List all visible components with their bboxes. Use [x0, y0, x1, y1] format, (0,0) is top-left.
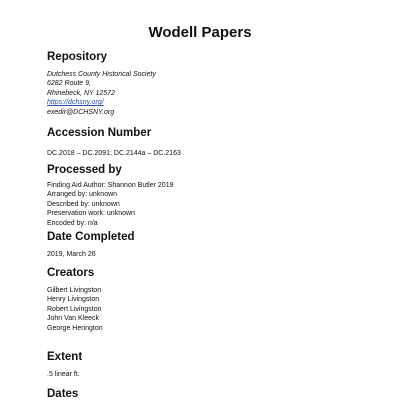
processed-line: Preservation work: unknown	[47, 210, 135, 218]
date-completed-heading: Date Completed	[47, 231, 135, 243]
document-title: Wodell Papers	[148, 24, 252, 41]
repository-section	[47, 50, 370, 117]
creator-name: Gilbert Livingston	[47, 287, 102, 294]
creators-heading: Creators	[47, 267, 95, 279]
processed-heading: Processed by	[47, 164, 122, 176]
creators-section	[47, 266, 370, 333]
accession-heading: Accession Number	[47, 127, 152, 139]
creator-name: Robert Livingston	[47, 305, 102, 313]
processed-line: Finding Aid Author: Shannon Butler 2019	[47, 182, 174, 189]
extent-section	[47, 350, 370, 379]
processed-list	[47, 181, 370, 228]
processed-line: Described by: unknown	[47, 200, 120, 208]
repository-email: exedir@DCHSNY.org	[47, 108, 115, 116]
accession-section	[47, 126, 370, 158]
dates-section	[47, 387, 370, 401]
creator-name: George Herington	[47, 324, 103, 332]
accession-value: DC.2018 – DC.2091; DC.2144a – DC.2163	[47, 150, 181, 157]
processed-line: Encoded by: n/a	[47, 219, 98, 227]
creator-name: Henry Livingston	[47, 296, 100, 304]
date-completed-value: 2019, March 26	[47, 251, 96, 258]
dates-heading: Dates	[47, 388, 79, 400]
repository-website-link[interactable]: https://dchsny.org/	[47, 99, 104, 107]
extent-value: .5 linear ft.	[47, 371, 80, 378]
creators-list	[47, 286, 370, 333]
creator-name: John Van Kleeck	[47, 315, 100, 323]
extent-heading: Extent	[47, 351, 83, 363]
date-completed-section	[47, 230, 370, 259]
repository-street: 6282 Route 9,	[47, 80, 91, 88]
repository-city: Rhinebeck, NY 12572	[47, 89, 115, 97]
repository-address	[47, 70, 370, 117]
repository-name: Dutchess County Historical Society	[47, 71, 156, 78]
repository-heading: Repository	[47, 51, 108, 63]
processed-section	[47, 163, 370, 228]
processed-line: Arranged by: unknown	[47, 191, 118, 199]
